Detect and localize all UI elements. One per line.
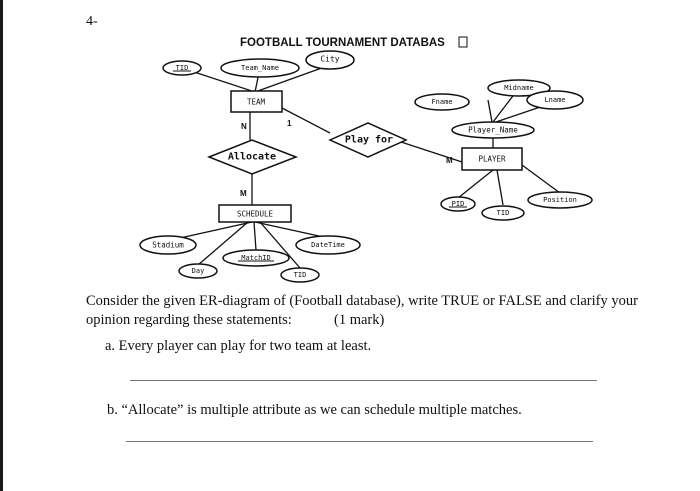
cardinality-team-allocate: N xyxy=(241,122,247,131)
attr-schedule-tid-label: TID xyxy=(293,271,307,279)
attr-fname-label: Fname xyxy=(431,98,453,106)
cardinality-player-playfor: M xyxy=(446,156,453,165)
diagram-title: FOOTBALL TOURNAMENT DATABAS xyxy=(240,37,445,49)
statement-a: a. Every player can play for two team at least. xyxy=(105,338,372,354)
attr-player-name-label: Player_Name xyxy=(468,125,518,135)
statement-b: b. “Allocate” is multiple attribute as we can schedule multiple matches. xyxy=(107,402,522,418)
attr-midname-label: Midname xyxy=(504,84,534,92)
attr-city-label: City xyxy=(320,54,340,64)
attr-team-name-label: Team_Name xyxy=(241,64,279,72)
attr-team-tid-label: TID xyxy=(175,64,189,72)
cardinality-team-playfor: 1 xyxy=(287,119,292,128)
question-prompt-line2: opinion regarding these statements: xyxy=(86,312,292,328)
attr-day-label: Day xyxy=(191,267,205,275)
attr-stadium-label: Stadium xyxy=(152,240,184,250)
attr-matchid-label: MatchID xyxy=(241,254,271,262)
attr-position-label: Position xyxy=(543,196,577,204)
entity-team-label: TEAM xyxy=(246,97,266,107)
attr-lname-label: Lname xyxy=(544,96,566,104)
attr-player-tid-label: TID xyxy=(496,209,510,217)
relationship-play-for-label: Play for xyxy=(344,134,394,146)
entity-schedule-label: SCHEDULE xyxy=(236,209,274,219)
cardinality-allocate-schedule: M xyxy=(240,189,247,198)
answer-line-b[interactable] xyxy=(126,441,593,442)
answer-line-a[interactable] xyxy=(130,380,597,381)
question-marks: (1 mark) xyxy=(334,312,385,328)
entity-player-label: PLAYER xyxy=(478,154,506,164)
attr-pid-label: PID xyxy=(451,200,465,208)
question-number: 4- xyxy=(86,14,98,29)
question-prompt-line1: Consider the given ER-diagram of (Football database), write TRUE or FALSE and clarify your xyxy=(86,293,638,309)
attr-datetime-label: DateTime xyxy=(311,241,345,249)
relationship-allocate-label: Allocate xyxy=(227,151,277,163)
title-box-glyph xyxy=(459,37,467,47)
